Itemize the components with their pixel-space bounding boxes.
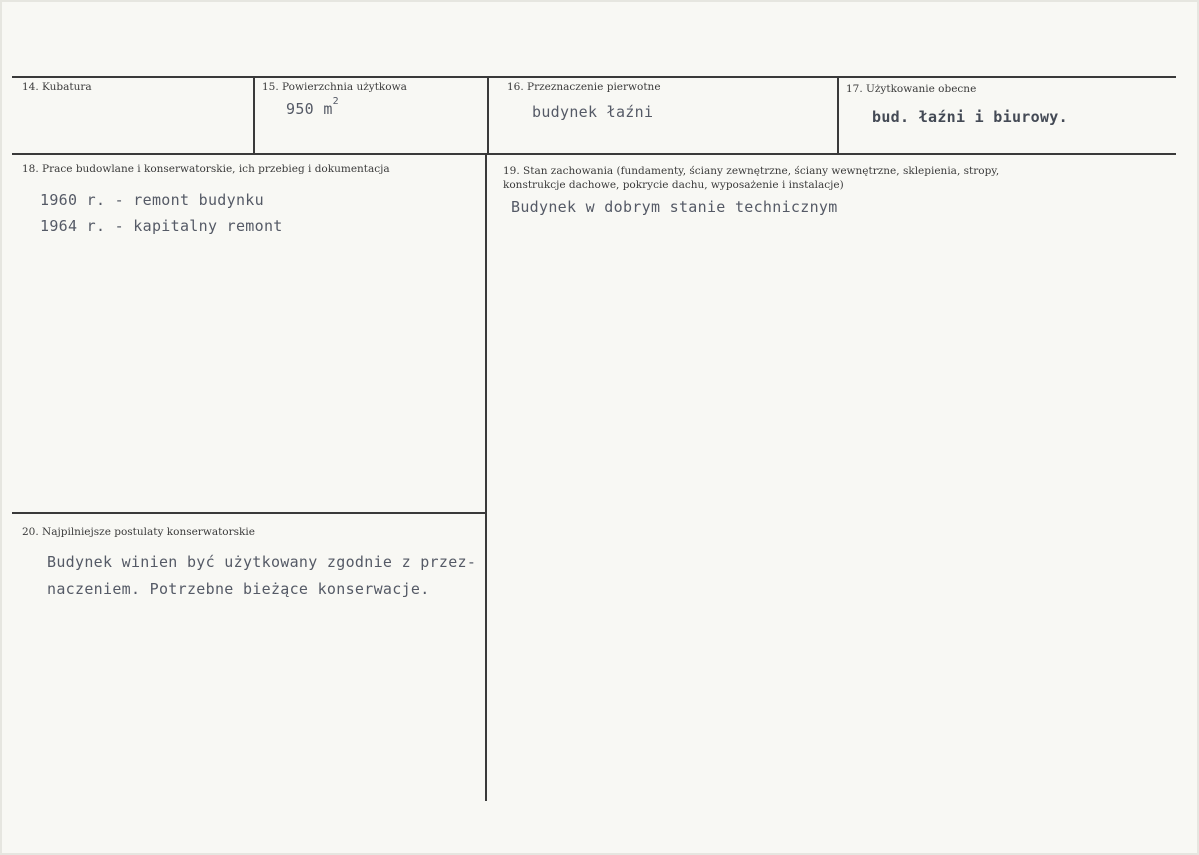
divider-14-15 [253,76,255,154]
middle-rule [12,153,1176,155]
divider-15-16 [487,76,489,154]
field-20-line-2: naczeniem. Potrzebne bieżące konserwacje. [47,580,430,598]
section-20-rule [12,512,486,514]
field-14-label: 14. Kubatura [22,81,92,93]
divider-16-17 [837,76,839,154]
field-16-value: budynek łaźni [532,103,654,121]
field-20-label: 20. Najpilniejsze postulaty konserwatorskie [22,526,255,538]
field-17-label: 17. Użytkowanie obecne [846,83,977,95]
field-18-label: 18. Prace budowlane i konserwatorskie, ich przebieg i dokumentacja [22,163,390,175]
field-17-value: bud. łaźni i biurowy. [872,108,1068,126]
area-value: 950 m [286,100,333,118]
field-15-value [286,96,339,118]
field-18-line-2: 1964 r. - kapitalny remont [40,217,283,235]
field-19-label-line-1: 19. Stan zachowania (fundamenty, ściany zewnętrzne, ściany wewnętrzne, sklepienia, stropy, [503,165,1000,177]
area-unit-superscript: 2 [332,96,339,107]
field-19-label-line-2: konstrukcje dachowe, pokrycie dachu, wyposażenie i instalacje) [503,179,844,191]
field-16-label: 16. Przeznaczenie pierwotne [507,81,661,93]
field-15-label: 15. Powierzchnia użytkowa [262,81,407,93]
field-18-line-1: 1960 r. - remont budynku [40,191,264,209]
divider-18-19 [485,153,487,801]
field-20-line-1: Budynek winien być użytkowany zgodnie z przez- [47,553,477,571]
top-rule [12,76,1176,78]
field-19-value: Budynek w dobrym stanie technicznym [511,198,838,216]
